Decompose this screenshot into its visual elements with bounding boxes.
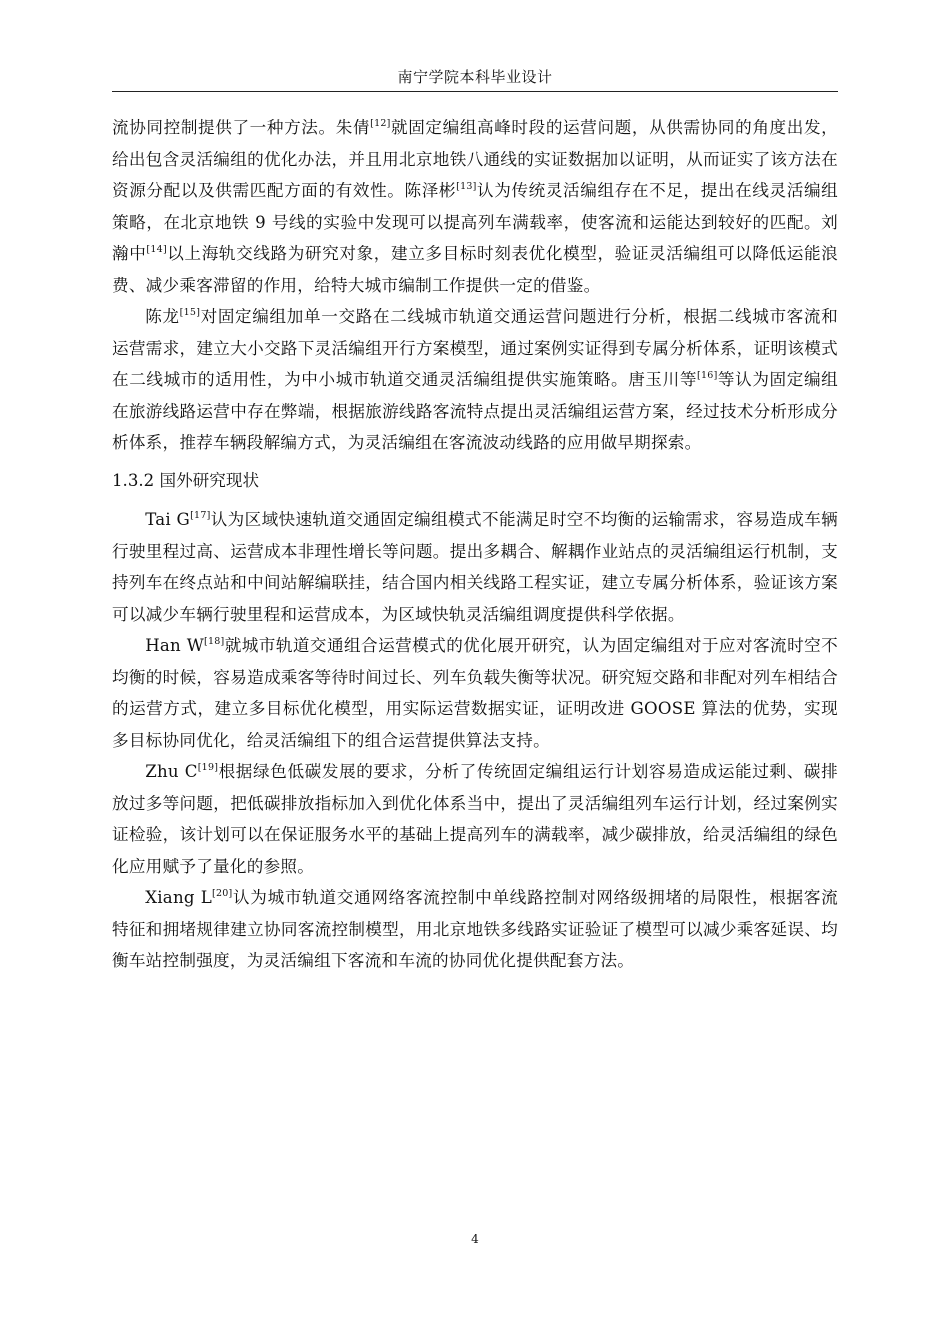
- body-paragraph: [112, 301, 838, 459]
- page-number: 4: [471, 1232, 479, 1246]
- paragraph-text: Zhu C: [145, 762, 198, 781]
- paragraph-text: 等认为固定编组在旅游线路运营中存在弊端，根据旅游线路客流特点提出灵活编组运营方案，经过技术分析形成分析体系，推荐车辆段解编方式，为灵活编组在客流波动线路的应用做早期探索。: [112, 370, 839, 452]
- citation-ref: [13]: [456, 181, 477, 192]
- document-body: [112, 112, 838, 977]
- body-paragraph: [112, 112, 838, 301]
- paragraph-group-foreign: [112, 504, 838, 977]
- citation-ref: [15]: [179, 307, 201, 318]
- section-heading: 1.3.2 国外研究现状: [112, 470, 260, 490]
- body-paragraph: [112, 882, 838, 977]
- paragraph-text: 根据绿色低碳发展的要求，分析了传统固定编组运行计划容易造成运能过剩、碳排放过多等问题，把低碳排放指标加入到优化体系当中，提出了灵活编组列车运行计划，经过案例实证检验，该计划可以在保证服务水平的基础上提高列车的满载率，减少碳排放，给灵活编组的绿色化应用赋予了量化的参照。: [112, 762, 838, 876]
- paragraph-text: 以上海轨交线路为研究对象，建立多目标时刻表优化模型，验证灵活编组可以降低运能浪费、减少乘客滞留的作用，给特大城市编制工作提供一定的借鉴。: [112, 244, 839, 295]
- paragraph-text: Xiang L: [145, 888, 213, 907]
- body-paragraph: [112, 756, 838, 882]
- paragraph-text: 陈龙: [145, 307, 180, 326]
- paragraph-group-domestic: [112, 112, 838, 459]
- paragraph-text: Han W: [145, 636, 205, 655]
- citation-ref: [20]: [212, 888, 233, 899]
- paragraph-text: 就城市轨道交通组合运营模式的优化展开研究，认为固定编组对于应对客流时空不均衡的时候，容易造成乘客等待时间过长、列车负载失衡等状况。研究短交路和非配对列车相结合的运营方式，建立多目标优化模型，用实际运营数据实证，证明改进 GOOSE 算法的优势，实现多目标协同优化，给灵活编组下的组合运营提供算法支持。: [112, 636, 838, 750]
- paragraph-text: 认为传统灵活编组存在不足，提出在线灵活编组策略，在北京地铁 9 号线的实验中发现可以提高列车满载率，使客流和运能达到较好的匹配。刘瀚中: [112, 181, 839, 263]
- citation-ref: [19]: [197, 762, 219, 773]
- paragraph-text: Tai G: [145, 510, 191, 529]
- citation-ref: [18]: [204, 636, 225, 647]
- citation-ref: [14]: [146, 244, 167, 255]
- page-header: 南宁学院本科毕业设计: [397, 68, 553, 86]
- paragraph-text: 对固定编组加单一交路在二线城市轨道交通运营问题进行分析，根据二线城市客流和运营需求，建立大小交路下灵活编组开行方案模型，通过案例实证得到专属分析体系，证明该模式在二线城市的适用性，为中小城市轨道交通灵活编组提供实施策略。唐玉川等: [112, 307, 839, 389]
- citation-ref: [12]: [370, 118, 391, 129]
- citation-ref: [17]: [190, 510, 211, 521]
- citation-ref: [16]: [697, 370, 718, 381]
- header-rule: [112, 91, 838, 92]
- paragraph-text: 认为城市轨道交通网络客流控制中单线路控制对网络级拥堵的局限性，根据客流特征和拥堵规律建立协同客流控制模型，用北京地铁多线路实证验证了模型可以减少乘客延误、均衡车站控制强度，为灵活编组下客流和车流的协同优化提供配套方法。: [112, 888, 838, 970]
- paragraph-text: 认为区域快速轨道交通固定编组模式不能满足时空不均衡的运输需求，容易造成车辆行驶里程过高、运营成本非理性增长等问题。提出多耦合、解耦作业站点的灵活编组运行机制，支持列车在终点站和中间站解编联挂，结合国内相关线路工程实证，建立专属分析体系，验证该方案可以减少车辆行驶里程和运营成本，为区域快轨灵活编组调度提供科学依据。: [112, 510, 838, 624]
- body-paragraph: [112, 630, 838, 756]
- paragraph-text: 就固定编组高峰时段的运营问题，从供需协同的角度出发，给出包含灵活编组的优化办法，并且用北京地铁八通线的实证数据加以证明，从而证实了该方法在资源分配以及供需匹配方面的有效性。陈泽彬: [112, 118, 839, 200]
- paragraph-text: 流协同控制提供了一种方法。朱倩: [112, 118, 371, 137]
- body-paragraph: [112, 504, 838, 630]
